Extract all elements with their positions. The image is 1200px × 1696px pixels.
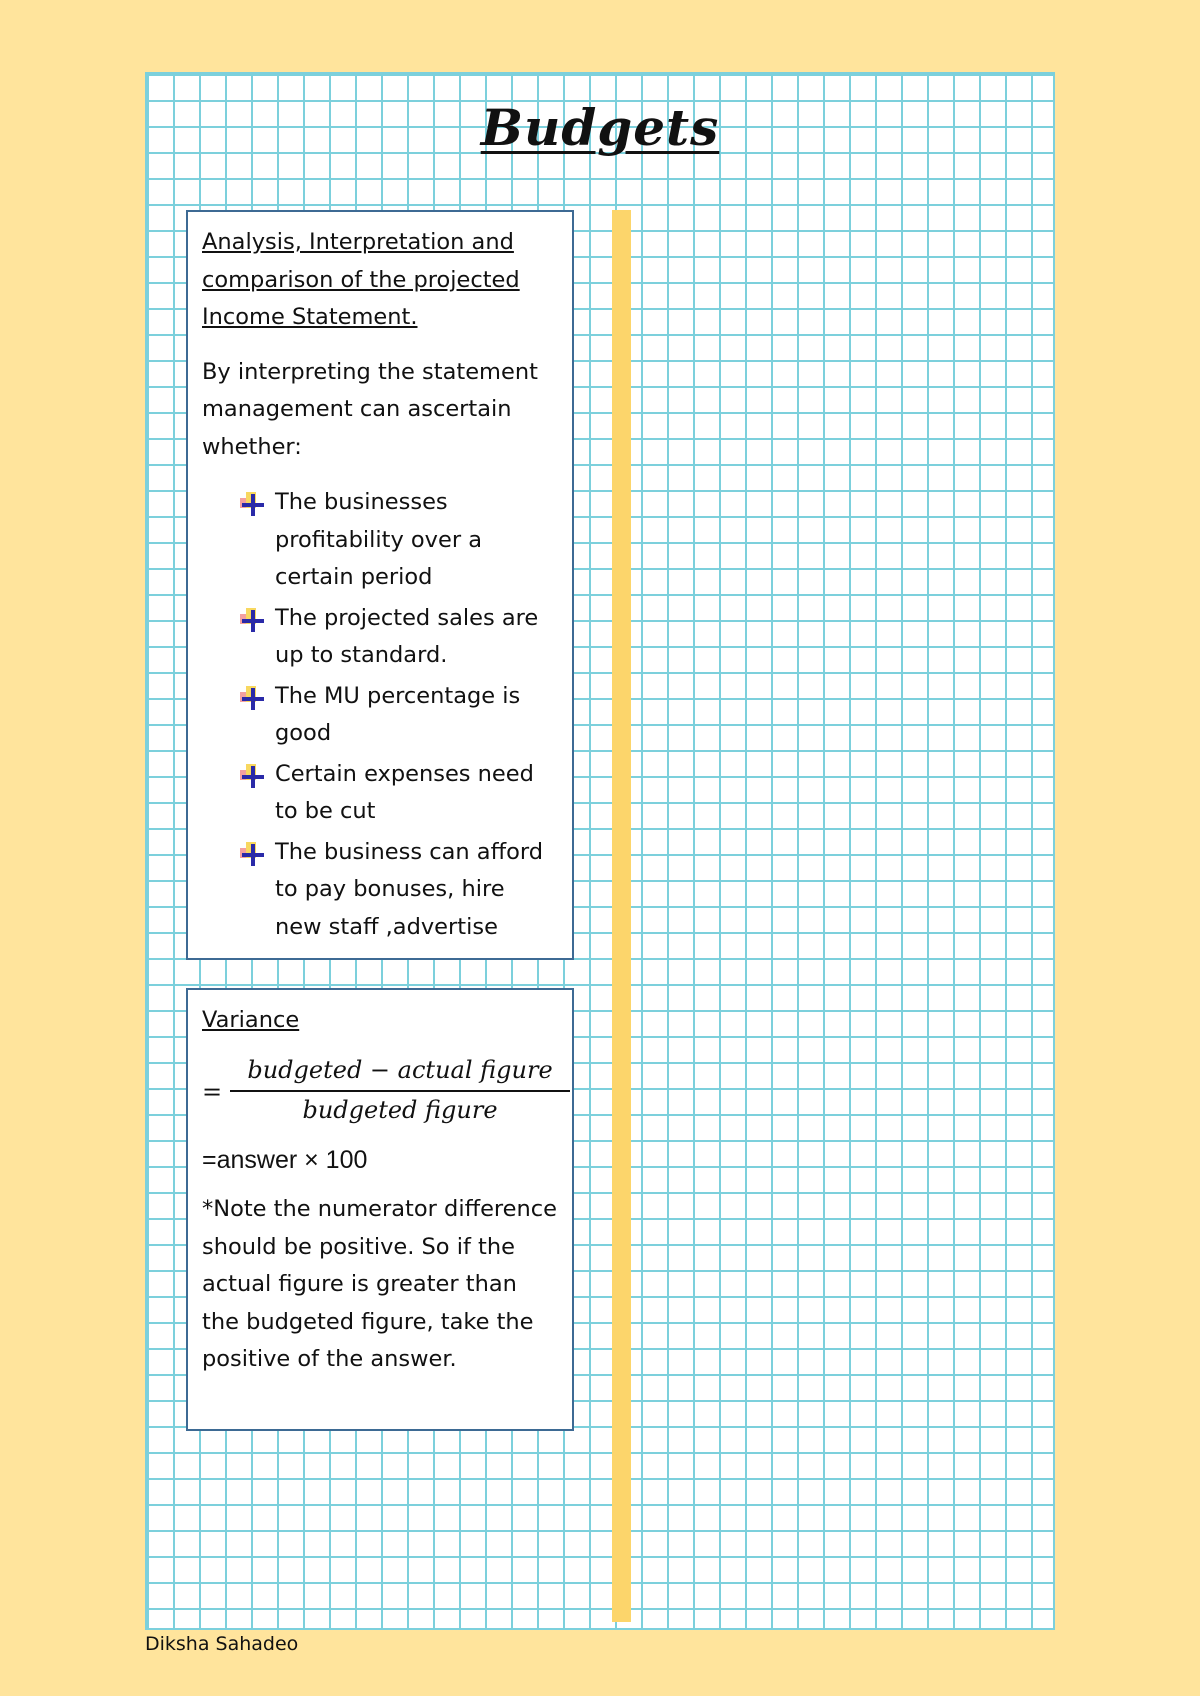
formula-numerator: budgeted − actual figure [230,1052,570,1092]
bullet-text: The business can afford to pay bonuses, hire new staff ,advertise [275,838,543,940]
list-item [202,600,558,675]
list-item [202,484,558,597]
variance-formula [202,1052,558,1130]
formula-answer-line: =answer × 100 [202,1145,368,1174]
bullet-text: The businesses profitability over a certain period [275,489,483,590]
variance-heading: Variance [202,1007,300,1033]
formula-equals: = [202,1077,223,1106]
plus-cross-icon [238,606,266,634]
analysis-intro: By interpreting the statement management can ascertain whether: [202,358,538,460]
analysis-bullet-list [202,484,558,946]
analysis-box [186,210,574,960]
divider-bar [612,210,631,1622]
list-item [202,678,558,753]
bullet-text: The projected sales are up to standard. [275,604,539,668]
analysis-heading: Analysis, Interpretation and comparison of the projected Income Statement. [202,229,520,330]
plus-cross-icon [238,684,266,712]
list-item [202,756,558,831]
plus-cross-icon [238,840,266,868]
variance-box [186,988,574,1431]
bullet-text: Certain expenses need to be cut [275,760,534,824]
variance-note: *Note the numerator difference should be positive. So if the actual figure is greater than the budgeted figure, take the positive of the answer. [202,1196,558,1372]
plus-cross-icon [238,490,266,518]
formula-fraction [230,1052,570,1128]
formula-denominator: budgeted figure [302,1095,498,1124]
page-title: Budgets [480,98,720,157]
footer-author: Diksha Sahadeo [145,1633,299,1655]
list-item [202,834,558,947]
plus-cross-icon [238,762,266,790]
bullet-text: The MU percentage is good [275,682,521,746]
